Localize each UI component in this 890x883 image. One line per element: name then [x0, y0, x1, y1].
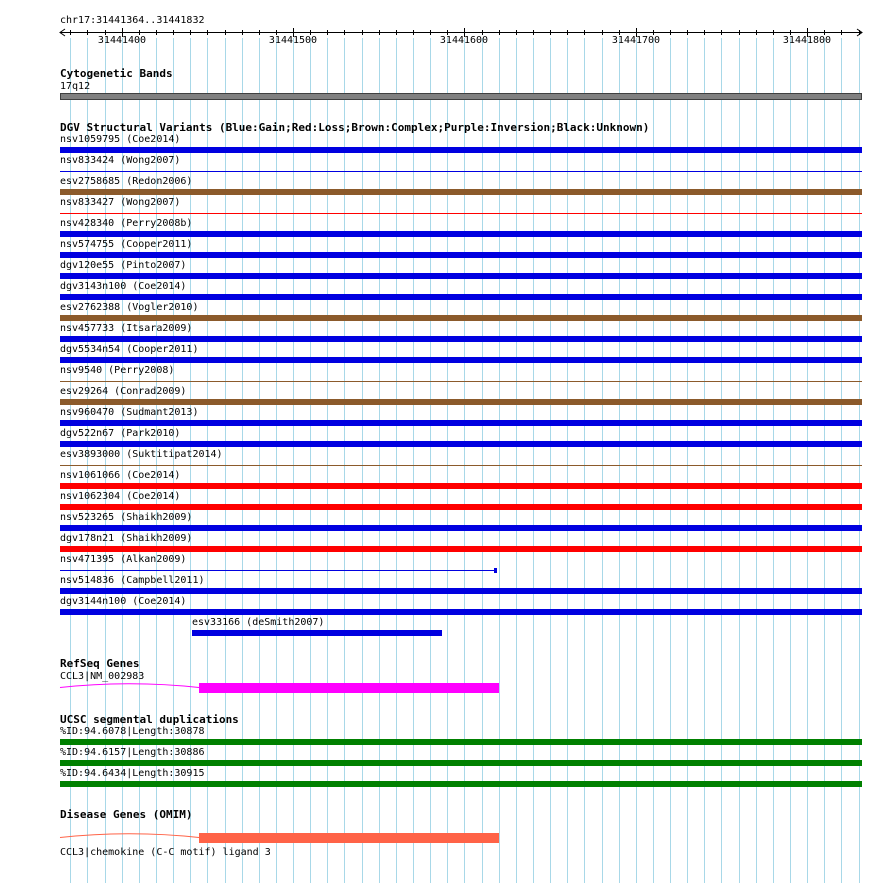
- dgv-variant-label: nsv9540 (Perry2008): [60, 365, 175, 376]
- dgv-variant-label: nsv514836 (Campbell2011): [60, 575, 205, 586]
- segdup-bar[interactable]: [60, 739, 862, 745]
- omim-gene-intron[interactable]: [60, 834, 199, 838]
- refseq-gene-exon[interactable]: [199, 683, 499, 693]
- dgv-variant-label: nsv1059795 (Coe2014): [60, 134, 181, 145]
- dgv-variant-bar[interactable]: [60, 420, 862, 426]
- dgv-variant-label: nsv574755 (Cooper2011): [60, 239, 193, 250]
- dgv-variant-bar[interactable]: [60, 609, 862, 615]
- dgv-variant-bar[interactable]: [60, 273, 862, 279]
- ruler-tick-label: 31441500: [268, 35, 318, 46]
- dgv-variant-line[interactable]: [60, 171, 862, 172]
- dgv-variant-bar[interactable]: [60, 441, 862, 447]
- dgv-variant-label: esv29264 (Conrad2009): [60, 386, 187, 397]
- dgv-variant-line[interactable]: [60, 465, 862, 466]
- dgv-variant-bar[interactable]: [192, 630, 442, 636]
- refseq-gene-label: CCL3|NM_002983: [60, 671, 145, 682]
- dgv-variant-label: esv3893000 (Suktitipat2014): [60, 449, 223, 460]
- dgv-variant-line[interactable]: [60, 570, 497, 571]
- dgv-variant-label: nsv428340 (Perry2008b): [60, 218, 193, 229]
- dgv-variant-label: nsv457733 (Itsara2009): [60, 323, 193, 334]
- ruler-tick-label: 31441600: [439, 35, 489, 46]
- dgv-variant-bar[interactable]: [60, 546, 862, 552]
- dgv-variant-bar[interactable]: [60, 336, 862, 342]
- dgv-variant-line[interactable]: [60, 381, 862, 382]
- dgv-variant-label: nsv1062304 (Coe2014): [60, 491, 181, 502]
- segdup-label: %ID:94.6157|Length:30886: [60, 747, 205, 758]
- dgv-variant-label: dgv120e55 (Pinto2007): [60, 260, 187, 271]
- dgv-variant-end-cap[interactable]: [494, 568, 497, 573]
- refseq-track-title[interactable]: RefSeq Genes: [60, 657, 140, 670]
- dgv-variant-label: esv2758685 (Redon2006): [60, 176, 193, 187]
- dgv-variant-bar[interactable]: [60, 588, 862, 594]
- dgv-variant-label: dgv3144n100 (Coe2014): [60, 596, 187, 607]
- dgv-variant-bar[interactable]: [60, 504, 862, 510]
- dgv-variant-bar[interactable]: [60, 483, 862, 489]
- segdup-label: %ID:94.6434|Length:30915: [60, 768, 205, 779]
- ruler-tick-label: 31441400: [97, 35, 147, 46]
- omim-gene-exon[interactable]: [199, 833, 499, 843]
- ruler-tick-label: 31441800: [782, 35, 832, 46]
- ruler-tick-label: 31441700: [611, 35, 661, 46]
- dgv-variant-bar[interactable]: [60, 357, 862, 363]
- refseq-gene-intron[interactable]: [60, 684, 199, 688]
- dgv-variant-bar[interactable]: [60, 147, 862, 153]
- dgv-variant-label: esv33166 (deSmith2007): [192, 617, 325, 628]
- dgv-variant-label: nsv523265 (Shaikh2009): [60, 512, 193, 523]
- segdup-label: %ID:94.6078|Length:30878: [60, 726, 205, 737]
- dgv-variant-bar[interactable]: [60, 399, 862, 405]
- omim-track-title[interactable]: Disease Genes (OMIM): [60, 808, 193, 821]
- omim-gene-label: CCL3|chemokine (C-C motif) ligand 3: [60, 847, 271, 858]
- ruler-location: chr17:31441364..31441832: [60, 15, 205, 26]
- cyto-band-bar[interactable]: [60, 93, 862, 100]
- dgv-variant-bar[interactable]: [60, 294, 862, 300]
- dgv-variant-label: dgv178n21 (Shaikh2009): [60, 533, 193, 544]
- refseq-gene-model[interactable]: [0, 676, 890, 706]
- dgv-variant-line[interactable]: [60, 213, 862, 214]
- dgv-variant-label: dgv3143n100 (Coe2014): [60, 281, 187, 292]
- dgv-variant-label: esv2762388 (Vogler2010): [60, 302, 199, 313]
- dgv-variant-bar[interactable]: [60, 315, 862, 321]
- dgv-variant-bar[interactable]: [60, 252, 862, 258]
- segdup-track-title[interactable]: UCSC segmental duplications: [60, 713, 239, 726]
- segdup-bar[interactable]: [60, 781, 862, 787]
- dgv-variant-label: nsv833427 (Wong2007): [60, 197, 181, 208]
- dgv-track-title[interactable]: DGV Structural Variants (Blue:Gain;Red:Loss;Brown:Complex;Purple:Inversion;Black:Unknown): [60, 121, 650, 134]
- dgv-variant-label: dgv522n67 (Park2010): [60, 428, 181, 439]
- dgv-variant-label: nsv1061066 (Coe2014): [60, 470, 181, 481]
- dgv-variant-label: nsv960470 (Sudmant2013): [60, 407, 199, 418]
- dgv-variant-label: nsv833424 (Wong2007): [60, 155, 181, 166]
- dgv-variant-label: dgv5534n54 (Cooper2011): [60, 344, 199, 355]
- cyto-band-label: 17q12: [60, 81, 91, 92]
- segdup-bar[interactable]: [60, 760, 862, 766]
- dgv-variant-bar[interactable]: [60, 231, 862, 237]
- cyto-track-title[interactable]: Cytogenetic Bands: [60, 67, 173, 80]
- dgv-variant-label: nsv471395 (Alkan2009): [60, 554, 187, 565]
- dgv-variant-bar[interactable]: [60, 189, 862, 195]
- dgv-variant-bar[interactable]: [60, 525, 862, 531]
